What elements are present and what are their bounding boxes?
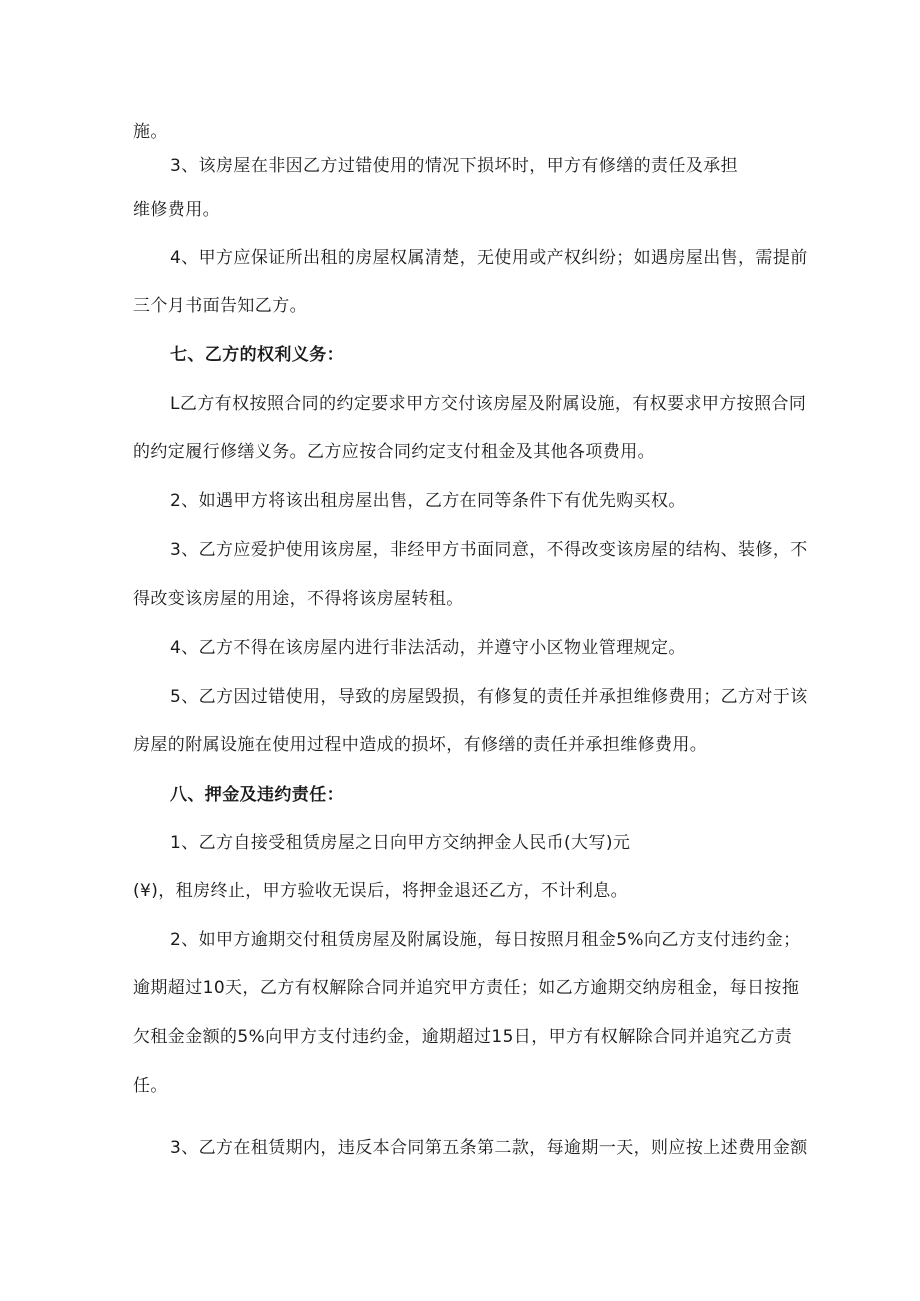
text-line: 5、乙方因过错使用，导致的房屋毁损，有修复的责任并承担维修费用；乙方对于该 — [170, 687, 808, 707]
section-heading: 七、乙方的权利义务： — [170, 345, 344, 365]
text-line: 任。 — [133, 1076, 168, 1096]
text-line: 4、乙方不得在该房屋内进行非法活动，并遵守小区物业管理规定。 — [170, 638, 686, 658]
text-line: 得改变该房屋的用途，不得将该房屋转租。 — [133, 589, 464, 609]
text-line: 3、乙方在租赁期内，违反本合同第五条第二款，每逾期一天，则应按上述费用金额 — [170, 1138, 808, 1158]
text-line: 逾期超过10天，乙方有权解除合同并追究甲方责任；如乙方逾期交纳房租金，每日按拖 — [133, 978, 800, 998]
text-line: 4、甲方应保证所出租的房屋权属清楚，无使用或产权纠纷；如遇房屋出售，需提前 — [170, 248, 808, 268]
section-heading: 八、押金及违约责任： — [170, 785, 344, 805]
text-line: (¥)，租房终止，甲方验收无误后，将押金退还乙方，不计利息。 — [133, 881, 629, 901]
text-line: 2、如遇甲方将该出租房屋出售，乙方在同等条件下有优先购买权。 — [170, 491, 686, 511]
text-line: 欠租金金额的5%向甲方支付违约金，逾期超过15日，甲方有权解除合同并追究乙方责 — [133, 1027, 793, 1047]
text-line: 的约定履行修缮义务。乙方应按合同约定支付租金及其他各项费用。 — [133, 442, 655, 462]
text-line: 房屋的附属设施在使用过程中造成的损坏，有修缮的责任并承担维修费用。 — [133, 735, 708, 755]
text-line: 三个月书面告知乙方。 — [133, 296, 307, 316]
text-line: 维修费用。 — [133, 200, 220, 220]
text-line: 3、乙方应爱护使用该房屋，非经甲方书面同意，不得改变该房屋的结构、装修，不 — [170, 540, 808, 560]
text-line: 2、如甲方逾期交付租赁房屋及附属设施，每日按照月租金5%向乙方支付违约金； — [170, 930, 801, 950]
text-line: L乙方有权按照合同的约定要求甲方交付该房屋及附属设施，有权要求甲方按照合同 — [170, 394, 807, 414]
text-line: 1、乙方自接受租赁房屋之日向甲方交纳押金人民币(大写)元 — [170, 833, 631, 853]
text-line: 3、该房屋在非因乙方过错使用的情况下损坏时，甲方有修缮的责任及承担 — [170, 156, 739, 176]
text-line: 施。 — [133, 122, 168, 142]
